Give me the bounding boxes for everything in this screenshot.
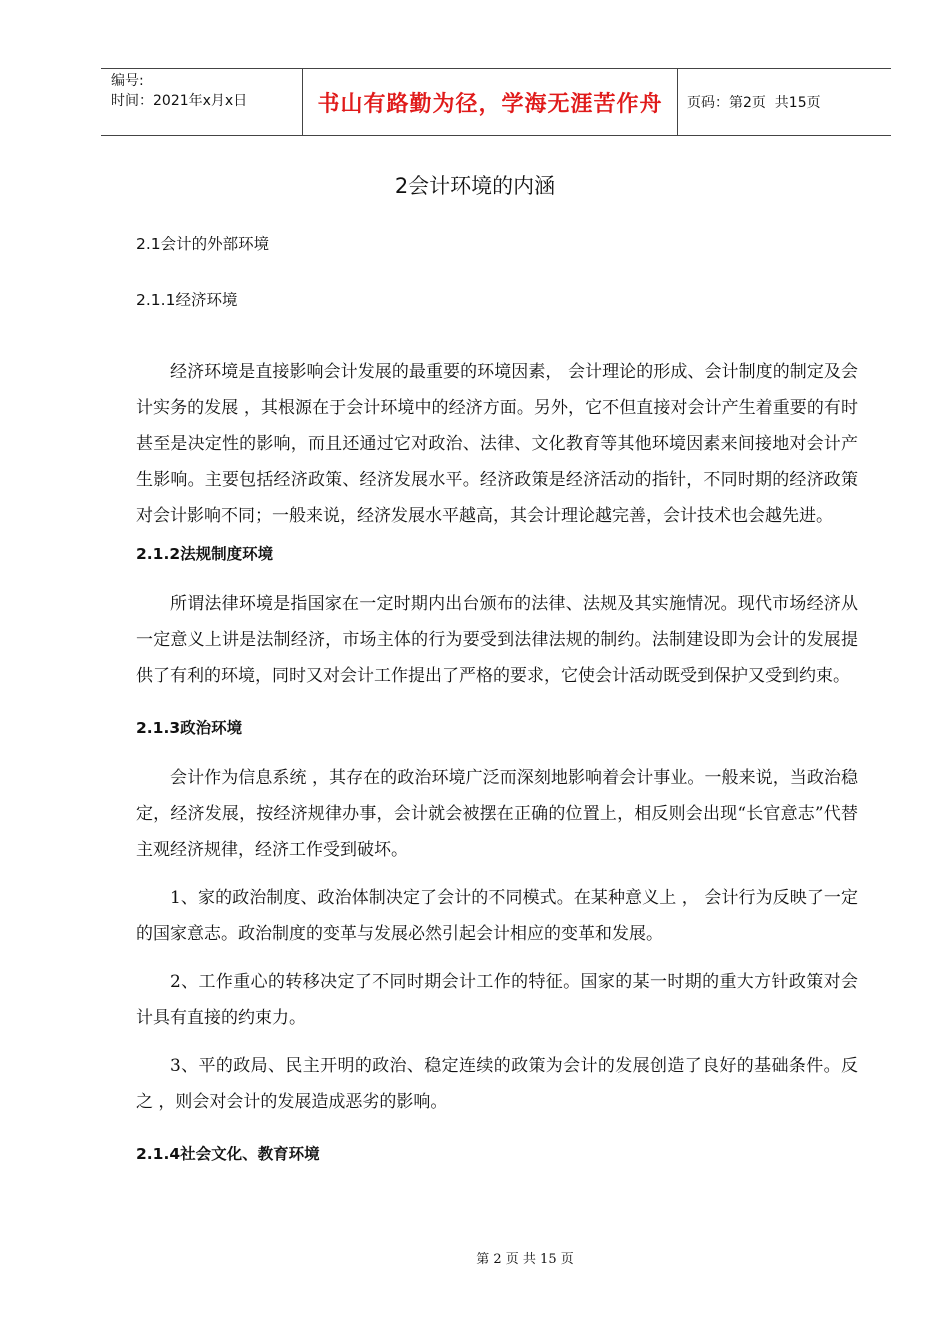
paragraph-point-2: 2、工作重心的转移决定了不同时期会计工作的特征。国家的某一时期的重大方针政策对会计具有直接的约束力。 [136,972,858,1028]
section-heading-2-1-1: 2.1.1经济环境 [136,291,238,309]
page-title: 2会计环境的内涵 [394,174,556,198]
paragraph-point-1: 1、家的政治制度、政治体制决定了会计的不同模式。在某种意义上 ， 会计行为反映了一定的国家意志。政治制度的变革与发展必然引起会计相应的变革和发展。 [136,888,858,944]
section-heading-2-1-3: 2.1.3政治环境 [136,719,243,737]
paragraph-point-3: 3、平的政局、民主开明的政治、稳定连续的政策为会计的发展创造了良好的基础条件。反之 ，则会对会计的发展造成恶劣的影响。 [136,1056,858,1112]
paragraph-legal: 所谓法律环境是指国家在一定时期内出台颁布的法律、法规及其实施情况。现代市场经济从一定意义上讲是法制经济，市场主体的行为要受到法律法规的制约。法制建设即为会计的发展提供了有利的环境，同时又对会计工作提出了严格的要求，它使会计活动既受到保护又受到约束。 [136,594,858,686]
paragraph-political: 会计作为信息系统 ，其存在的政治环境广泛而深刻地影响着会计事业。一般来说，当政治稳定，经济发展，按经济规律办事，会计就会被摆在正确的位置上，相反则会出现“长官意志”代替主观经济规律，经济工作受到破坏。 [136,768,858,860]
section-heading-2-1-2: 2.1.2法规制度环境 [136,545,274,563]
time-label: 时间：2021年x月x日 [111,93,248,109]
page-info-text: 页码：第2页 共15页 [687,95,821,111]
document-body [136,232,858,1164]
section-heading-2-1-4: 2.1.4社会文化、教育环境 [136,1145,320,1163]
section-heading-2-1: 2.1会计的外部环境 [136,235,270,253]
page-header [101,68,891,136]
page-footer: 第 2 页 共 15 页 [476,1252,574,1267]
header-meta [101,69,303,135]
header-motto: 书山有路勤为径，学海无涯苦作舟 [303,69,678,135]
paragraph-economic: 经济环境是直接影响会计发展的最重要的环境因素， 会计理论的形成、会计制度的制定及会计实务的发展 ，其根源在于会计环境中的经济方面。另外，它不但直接对会计产生着重要的有时甚至是决定性的影响，而且还通过它对政治、法律、文化教育等其他环境因素来间接地对会计产生影响。主要包括经济政策、经济发展水平。经济政策是经济活动的指针，不同时期的经济政策对会计影响不同；一般来说，经济发展水平越高，其会计理论越完善，会计技术也会越先进。 [136,362,858,526]
header-page-info [678,69,891,135]
number-label: 编号: [111,73,144,89]
